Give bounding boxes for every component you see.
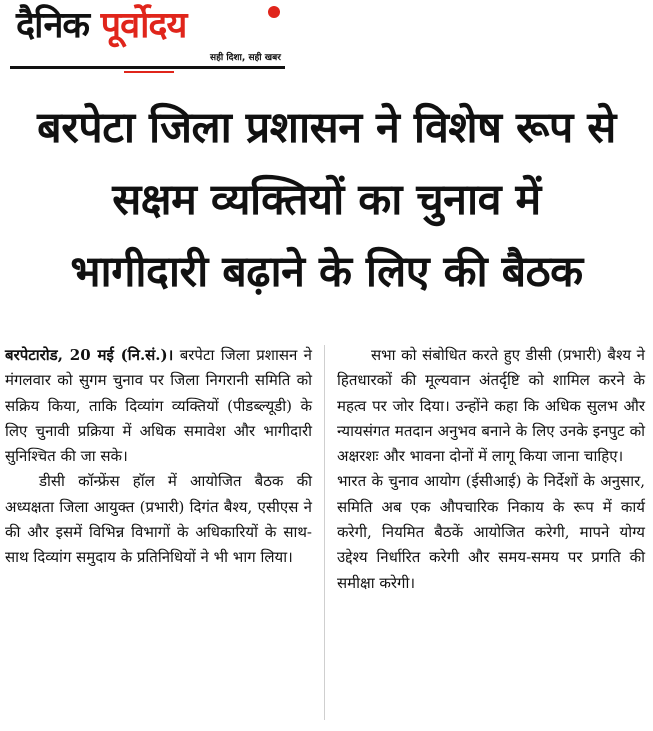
article-paragraph-4: भारत के चुनाव आयोग (ईसीआई) के निर्देशों के अनुसार, समिति अब एक औपचारिक निकाय के रूप में कार्य करेगी, नियमित बैठकें आयोजित करेगी, मापने योग्य उद्देश्य निर्धारित करेगी और समय-समय पर प्रगति की समीक्षा करेगी। — [337, 472, 645, 592]
article-headline — [0, 92, 653, 308]
masthead — [10, 0, 285, 72]
column-divider — [324, 345, 325, 720]
dateline: बरपेटारोड, 20 मई (नि.सं.)। — [5, 346, 174, 364]
article-paragraph-3: सभा को संबोधित करते हुए डीसी (प्रभारी) बैश्य ने हितधारकों की मूल्यवान अंतर्दृष्टि को शामिल करने के महत्व पर जोर दिया। उन्होंने कहा कि अधिक सुलभ और न्यायसंगत मतदान अनुभव बनाने के लिए उनके इनपुट को अक्षरशः और भावना दोनों में लागू किया जाना चाहिए। — [337, 346, 645, 466]
headline-line-1: बरपेटा जिला प्रशासन ने विशेष रूप से — [37, 103, 616, 153]
newspaper-logo — [16, 4, 186, 48]
article-paragraph-1 — [5, 343, 312, 469]
paragraph-1-text: बरपेटा जिला प्रशासन ने मंगलवार को सुगम चुनाव पर जिला निगरानी समिति को सक्रिय किया, ताकि दिव्यांग व्यक्तियों (पीडब्ल्यूडी) के लिए चुनावी प्रक्रिया में अधिक समावेश और भागीदारी सुनिश्चित की जा सके। — [5, 346, 313, 466]
logo-word-2: पूर्वोदय — [100, 5, 187, 46]
headline-line-3: भागीदारी बढ़ाने के लिए की बैठक — [70, 247, 583, 297]
article-column-right — [337, 343, 645, 596]
headline-line-2: सक्षम व्यक्तियों का चुनाव में — [112, 175, 541, 225]
masthead-tagline: सही दिशा, सही खबर — [210, 53, 281, 63]
article-paragraph-2: डीसी कॉन्फ्रेंस हॉल में आयोजित बैठक की अध्यक्षता जिला आयुक्त (प्रभारी) दिगंत बैश्य, एसीएस ने की और इसमें विभिन्न विभागों के अधिकारियों के साथ-साथ दिव्यांग समुदाय के प्रतिनिधियों ने भी भाग लिया। — [5, 472, 312, 567]
logo-dot-icon — [268, 6, 280, 18]
masthead-accent-rule — [124, 71, 174, 73]
masthead-rule — [10, 66, 285, 69]
logo-word-1: दैनिक — [16, 5, 90, 46]
article-column-left — [5, 343, 312, 571]
